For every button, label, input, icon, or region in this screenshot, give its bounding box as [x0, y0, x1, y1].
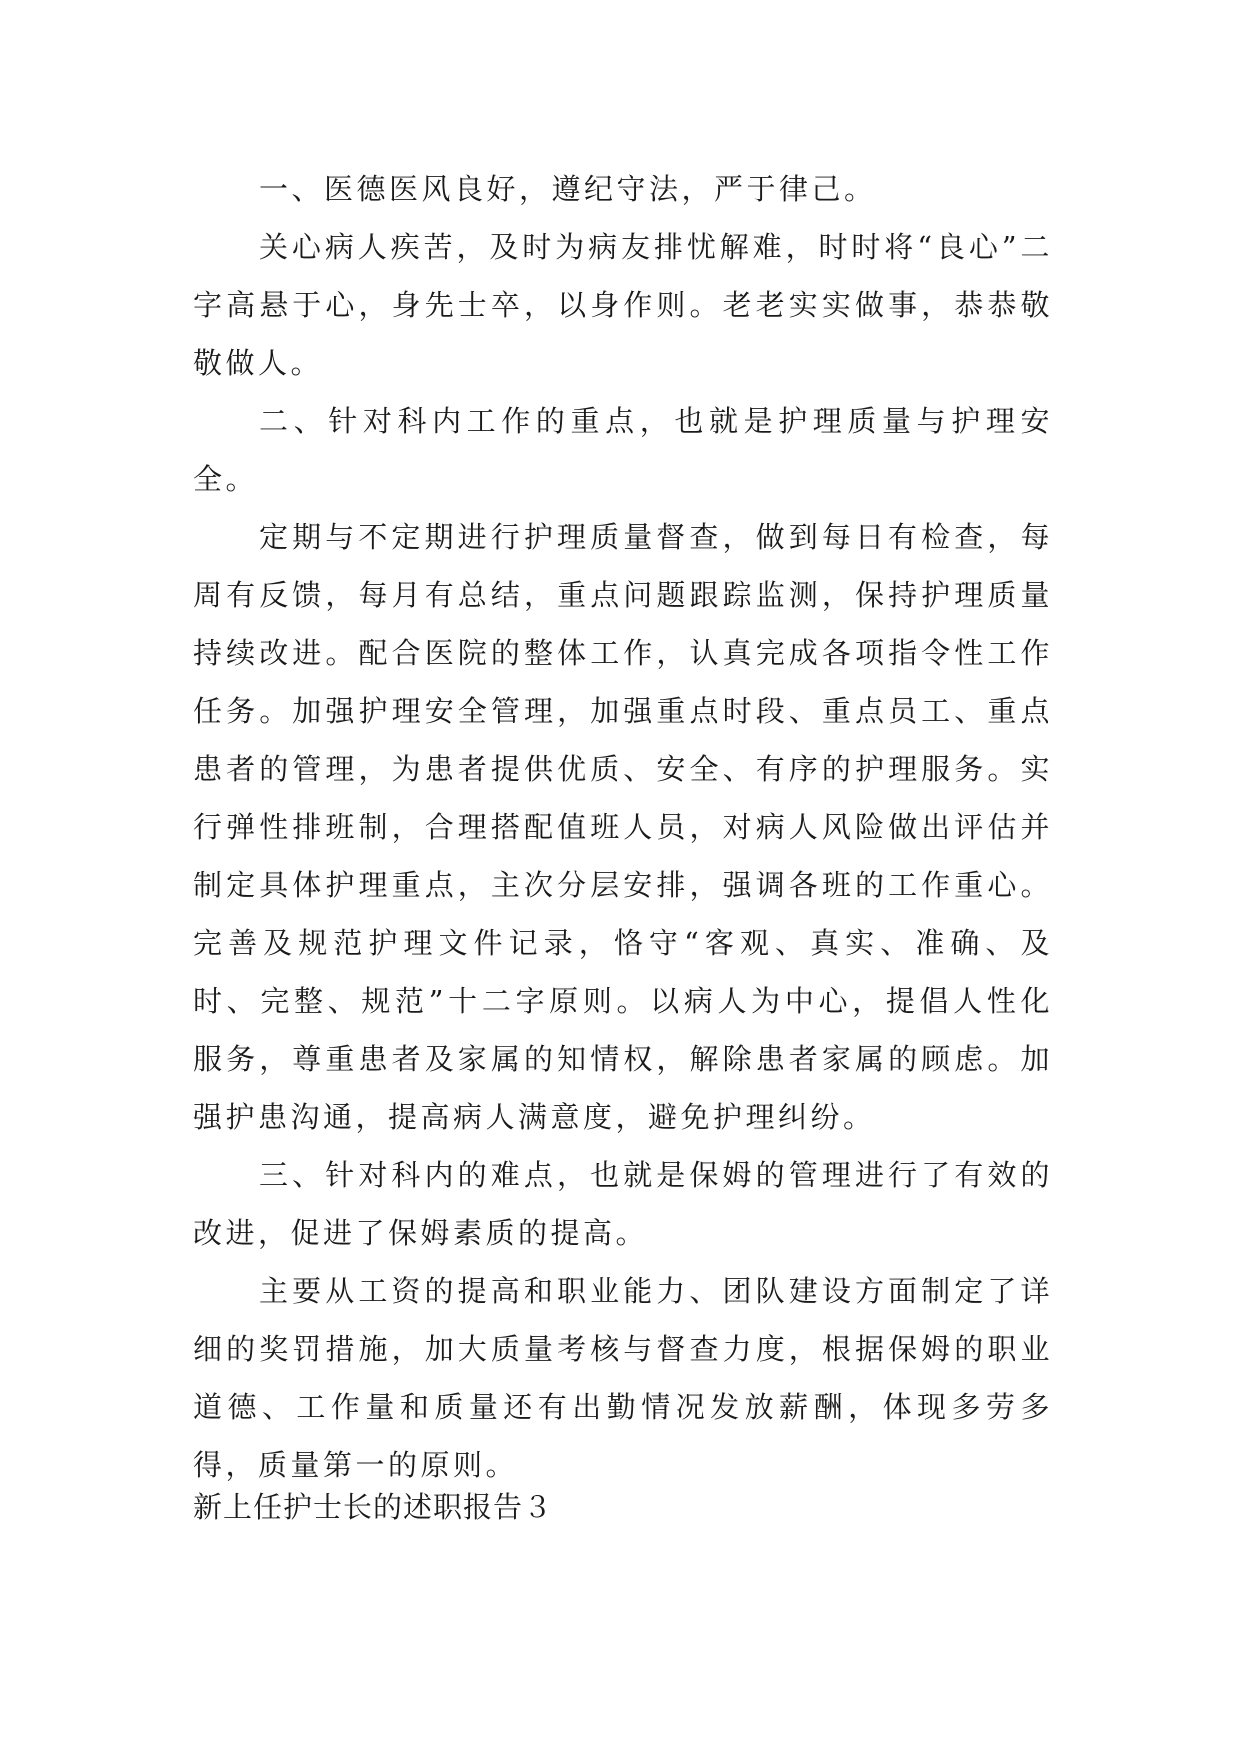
paragraph-quality-inspection: 定期与不定期进行护理质量督查，做到每日有检查，每周有反馈，每月有总结，重点问题跟踪监测，保持护理质量持续改进。配合医院的整体工作，认真完成各项指令性工作任务。加强护理安全管理，加强重点时段、重点员工、重点患者的管理，为患者提供优质、安全、有序的护理服务。实行弹性排班制，合理搭配值班人员，对病人风险做出评估并制定具体护理重点，主次分层安排，强调各班的工作重心。完善及规范护理文件记录，恪守“客观、真实、准确、及时、完整、规范”十二字原则。以病人为中心，提倡人性化服务，尊重患者及家属的知情权，解除患者家属的顾虑。加强护患沟通，提高病人满意度，避免护理纠纷。 — [193, 520, 1053, 1134]
document-body — [193, 160, 1053, 1494]
paragraph-key-focus: 二、针对科内工作的重点，也就是护理质量与护理安全。 — [193, 404, 1053, 496]
paragraph-patient-care: 关心病人疾苦，及时为病友排忧解难，时时将“良心”二字高悬于心，身先士卒，以身作则。老老实实做事，恭恭敬敬做人。 — [193, 230, 1053, 380]
paragraph-difficulty: 三、针对科内的难点，也就是保姆的管理进行了有效的改进，促进了保姆素质的提高。 — [193, 1158, 1053, 1250]
paragraph-medical-ethics: 一、医德医风良好，遵纪守法，严于律己。 — [259, 172, 877, 206]
section-heading: 新上任护士长的述职报告３ — [193, 1490, 554, 1524]
paragraph-reward-measures: 主要从工资的提高和职业能力、团队建设方面制定了详细的奖罚措施，加大质量考核与督查力度，根据保姆的职业道德、工作量和质量还有出勤情况发放薪酬，体现多劳多得，质量第一的原则。 — [193, 1274, 1053, 1482]
